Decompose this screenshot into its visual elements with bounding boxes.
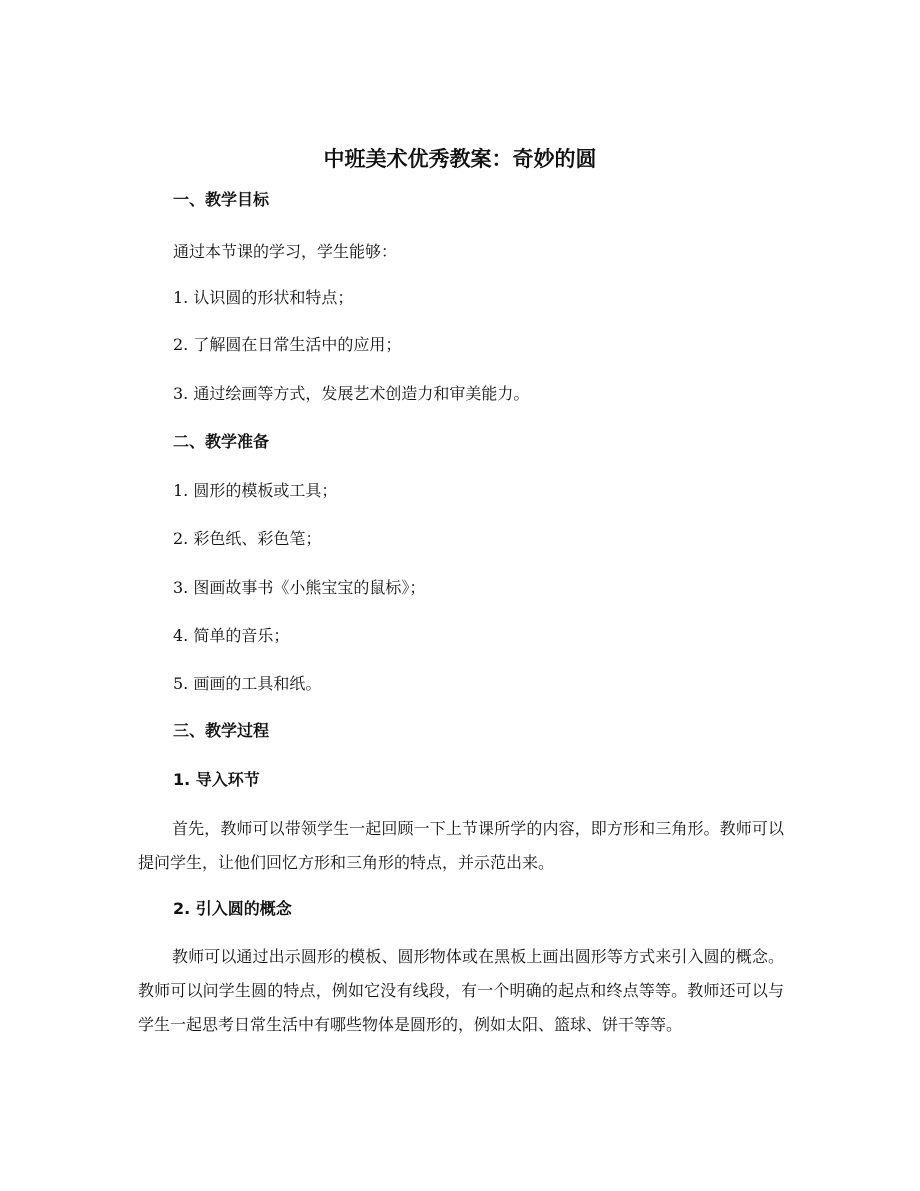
preparation-item: 1. 圆形的模板或工具； <box>173 481 338 500</box>
preparation-item: 3. 图画故事书《小熊宝宝的鼠标》； <box>173 578 426 597</box>
step-heading-circle-concept: 2. 引入圆的概念 <box>173 899 292 918</box>
document-title: 中班美术优秀教案：奇妙的圆 <box>323 147 597 171</box>
section-heading-process: 三、教学过程 <box>173 721 270 740</box>
objective-item: 2. 了解圆在日常生活中的应用； <box>173 335 402 354</box>
section-heading-preparation: 二、教学准备 <box>173 432 270 451</box>
step-paragraph-circle-concept: 教师可以通过出示圆形的模板、圆形物体或在黑板上画出圆形等方式来引入圆的概念。教师可以问学生圆的特点，例如它没有线段，有一个明确的起点和终点等等。教师还可以与学生一起思考日常生活中有哪些物体是圆形的，例如太阳、篮球、饼干等等。 <box>138 947 784 1034</box>
preparation-item: 4. 简单的音乐； <box>173 626 290 645</box>
section-heading-objectives: 一、教学目标 <box>173 190 270 209</box>
step-heading-intro: 1. 导入环节 <box>173 770 260 789</box>
objective-item: 1. 认识圆的形状和特点； <box>173 288 354 307</box>
step-paragraph-intro: 首先，教师可以带领学生一起回顾一下上节课所学的内容，即方形和三角形。教师可以提问学生，让他们回忆方形和三角形的特点，并示范出来。 <box>138 819 784 872</box>
objective-item: 3. 通过绘画等方式，发展艺术创造力和审美能力。 <box>173 384 530 403</box>
preparation-item: 2. 彩色纸、彩色笔； <box>173 529 322 548</box>
objectives-intro: 通过本节课的学习，学生能够： <box>173 242 398 261</box>
preparation-item: 5. 画画的工具和纸。 <box>173 674 322 693</box>
